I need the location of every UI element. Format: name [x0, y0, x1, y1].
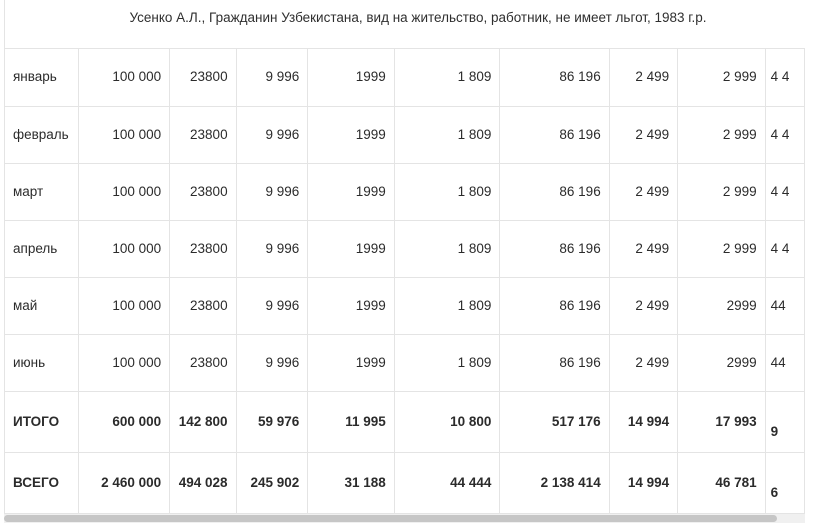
value-cell: 2 999	[678, 106, 766, 163]
value-cell: 9 996	[236, 49, 308, 106]
value-cell: 23800	[170, 334, 236, 391]
total-cell: 9	[765, 391, 804, 452]
table-row-total	[5, 452, 805, 513]
value-cell: 23800	[170, 163, 236, 220]
total-cell: 17 993	[678, 391, 766, 452]
value-cell: 100 000	[78, 163, 169, 220]
value-cell: 2 499	[609, 163, 677, 220]
value-cell: 86 196	[500, 220, 609, 277]
total-cell: 494 028	[170, 452, 236, 513]
value-cell: 4 4	[765, 220, 804, 277]
total-label: ВСЕГО	[5, 452, 79, 513]
value-cell: 1999	[308, 220, 395, 277]
table-header	[4, 0, 805, 49]
value-cell: 44	[765, 277, 804, 334]
total-cell: 14 994	[609, 452, 677, 513]
value-cell: 1999	[308, 163, 395, 220]
value-cell: 9 996	[236, 334, 308, 391]
month-cell: март	[5, 163, 79, 220]
value-cell: 2999	[678, 334, 766, 391]
value-cell: 44	[765, 334, 804, 391]
horizontal-scrollbar[interactable]	[4, 514, 805, 523]
month-cell: май	[5, 277, 79, 334]
table-row	[5, 163, 805, 220]
total-cell: 517 176	[500, 391, 609, 452]
value-cell: 1999	[308, 334, 395, 391]
value-cell: 86 196	[500, 163, 609, 220]
table-row-total	[5, 391, 805, 452]
value-cell: 23800	[170, 106, 236, 163]
value-cell: 1999	[308, 49, 395, 106]
value-cell: 1 809	[394, 220, 500, 277]
value-cell: 100 000	[78, 334, 169, 391]
value-cell: 23800	[170, 49, 236, 106]
value-cell: 86 196	[500, 106, 609, 163]
value-cell: 1 809	[394, 106, 500, 163]
value-cell: 2 999	[678, 163, 766, 220]
total-label: ИТОГО	[5, 391, 79, 452]
value-cell: 2999	[678, 277, 766, 334]
value-cell: 1 809	[394, 163, 500, 220]
value-cell: 1999	[308, 106, 395, 163]
value-cell: 2 999	[678, 220, 766, 277]
total-cell: 59 976	[236, 391, 308, 452]
salary-table	[4, 49, 805, 514]
value-cell: 100 000	[78, 106, 169, 163]
value-cell: 9 996	[236, 277, 308, 334]
total-cell: 46 781	[678, 452, 766, 513]
total-cell: 11 995	[308, 391, 395, 452]
value-cell: 4 4	[765, 163, 804, 220]
value-cell: 4 4	[765, 106, 804, 163]
value-cell: 100 000	[78, 220, 169, 277]
value-cell: 1 809	[394, 277, 500, 334]
value-cell: 2 499	[609, 220, 677, 277]
table-row	[5, 220, 805, 277]
value-cell: 86 196	[500, 49, 609, 106]
table-row	[5, 277, 805, 334]
value-cell: 2 499	[609, 106, 677, 163]
table-row	[5, 334, 805, 391]
month-cell: июнь	[5, 334, 79, 391]
value-cell: 23800	[170, 220, 236, 277]
scrollbar-thumb[interactable]	[4, 515, 777, 522]
total-cell: 245 902	[236, 452, 308, 513]
month-cell: февраль	[5, 106, 79, 163]
table-title: Усенко А.Л., Гражданин Узбекистана, вид на жительство, работник, не имеет льгот, 1983 г.р.	[129, 10, 707, 25]
value-cell: 1 809	[394, 49, 500, 106]
value-cell: 100 000	[78, 49, 169, 106]
table-row	[5, 106, 805, 163]
total-cell: 44 444	[394, 452, 500, 513]
value-cell: 2 499	[609, 49, 677, 106]
value-cell: 86 196	[500, 277, 609, 334]
total-cell: 2 460 000	[78, 452, 169, 513]
value-cell: 86 196	[500, 334, 609, 391]
total-cell: 600 000	[78, 391, 169, 452]
value-cell: 9 996	[236, 220, 308, 277]
value-cell: 2 499	[609, 277, 677, 334]
value-cell: 1999	[308, 277, 395, 334]
value-cell: 23800	[170, 277, 236, 334]
value-cell: 9 996	[236, 106, 308, 163]
value-cell: 1 809	[394, 334, 500, 391]
total-cell: 2 138 414	[500, 452, 609, 513]
value-cell: 100 000	[78, 277, 169, 334]
total-cell: 10 800	[394, 391, 500, 452]
value-cell: 9 996	[236, 163, 308, 220]
month-cell: апрель	[5, 220, 79, 277]
total-cell: 6	[765, 452, 804, 513]
value-cell: 4 4	[765, 49, 804, 106]
month-cell: январь	[5, 49, 79, 106]
value-cell: 2 999	[678, 49, 766, 106]
total-cell: 31 188	[308, 452, 395, 513]
table-row	[5, 49, 805, 106]
value-cell: 2 499	[609, 334, 677, 391]
total-cell: 142 800	[170, 391, 236, 452]
total-cell: 14 994	[609, 391, 677, 452]
